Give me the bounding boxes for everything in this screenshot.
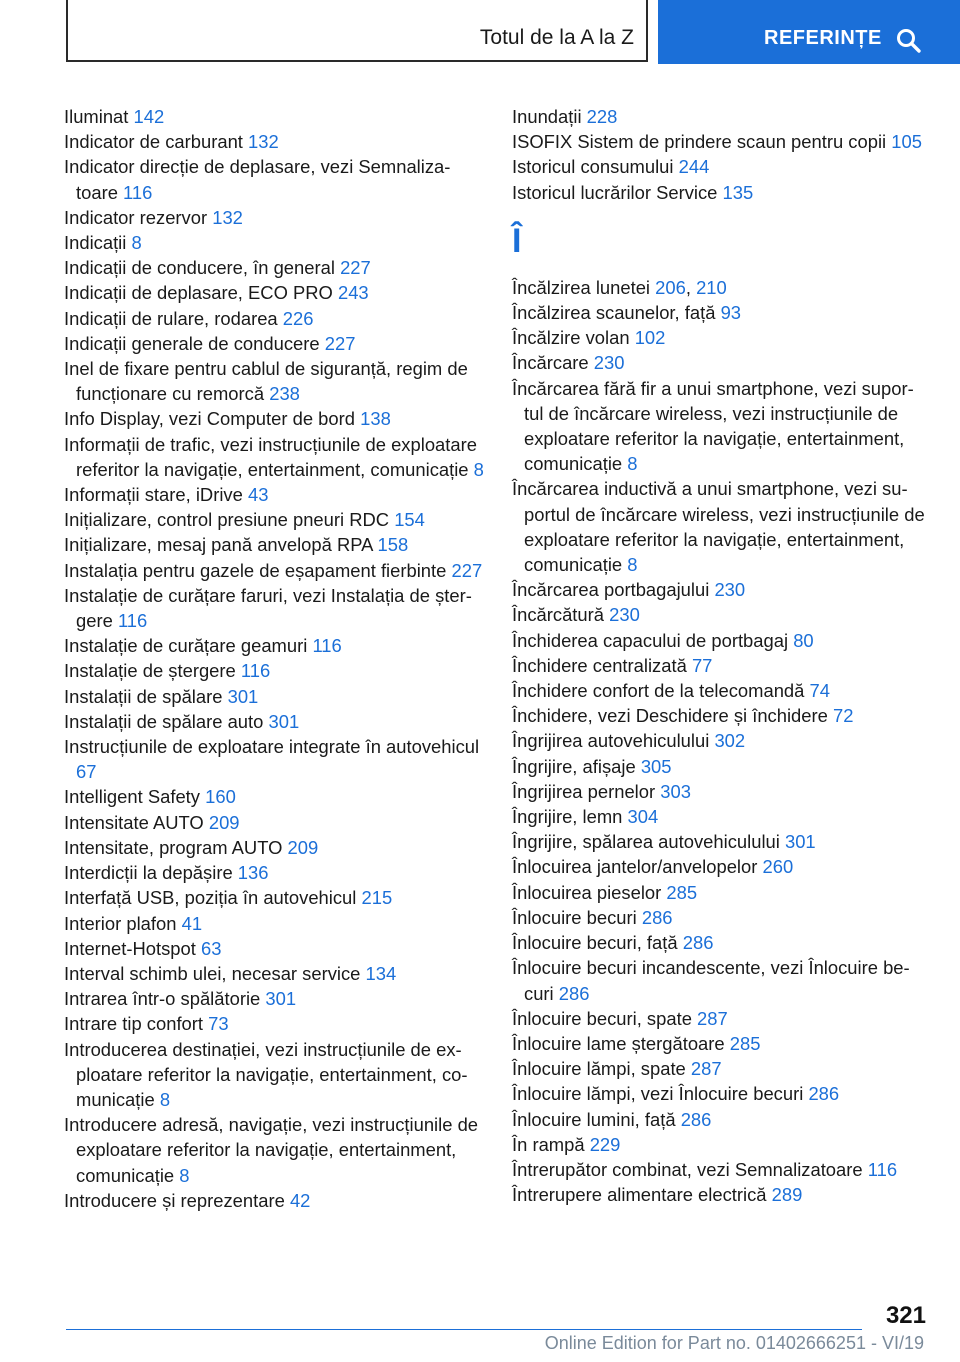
entry-term: Instalație de curățare faruri, vezi Instalația de ștergere: [64, 584, 472, 632]
index-entry: [64, 230, 484, 255]
page-link[interactable]: 74: [809, 680, 830, 702]
entry-term: Interval schimb ulei, necesar service: [64, 962, 361, 984]
page-link[interactable]: 41: [181, 912, 203, 934]
page-link[interactable]: 73: [208, 1013, 229, 1035]
header-title-box[interactable]: [66, 0, 648, 62]
index-entry: [512, 678, 926, 703]
entry-term: Introducere adresă, navigație, vezi instrucțiunile de exploatare referitor la navigație, entertainment, comunicație: [64, 1114, 479, 1186]
index-entry: [512, 1107, 926, 1132]
entry-term: Încălzirea scaunelor, față: [512, 302, 716, 324]
index-column-right: [512, 104, 926, 1207]
index-entry: [64, 633, 484, 658]
page-link[interactable]: 301: [784, 831, 816, 853]
index-entry: [64, 684, 484, 709]
entry-term: Intrare tip confort: [64, 1013, 204, 1035]
index-entry: [64, 331, 484, 356]
index-entry: [512, 577, 926, 602]
entry-term: Interdicții la depășire: [64, 862, 233, 884]
entry-term: Internet-Hotspot: [64, 937, 196, 959]
index-entry: [512, 180, 926, 205]
entry-term: Intensitate, program AUTO: [64, 836, 283, 858]
index-entry: [64, 356, 484, 406]
page-link[interactable]: 227: [451, 559, 483, 581]
page-link[interactable]: 244: [678, 156, 710, 178]
page-link[interactable]: 116: [867, 1158, 898, 1180]
index-entry: [512, 854, 926, 879]
index-entry: [64, 205, 484, 230]
index-entry: [512, 930, 926, 955]
entry-term: Încărcarea fără fir a unui smartphone, vezi suportul de încărcare wireless, vezi instrucțiunile de exploatare referitor la navigație, entertainment, comunicație: [512, 377, 914, 475]
entry-term: Indicații de rulare, rodarea: [64, 307, 278, 329]
index-entry: [512, 602, 926, 627]
index-entry: [64, 406, 484, 431]
index-entry: [64, 507, 484, 532]
index-entry: [512, 703, 926, 728]
index-entry: [64, 255, 484, 280]
index-entry: [512, 1132, 926, 1157]
index-entry: [512, 476, 926, 577]
entry-term: Încărcarea portbagajului: [512, 579, 710, 601]
index-entry: [64, 961, 484, 986]
page-link[interactable]: 77: [691, 654, 713, 676]
page-link[interactable]: 230: [714, 579, 746, 601]
entry-term: Înlocuire becuri, spate: [512, 1007, 692, 1029]
page-link[interactable]: 8: [159, 1088, 171, 1110]
index-entry: [512, 955, 926, 1005]
entry-term: Instalații de spălare: [64, 685, 223, 707]
page-link[interactable]: 160: [205, 786, 236, 808]
entry-term: Întrerupător combinat, vezi Semnalizatoare: [512, 1158, 863, 1180]
page-link[interactable]: 215: [361, 887, 393, 909]
page-link[interactable]: 286: [558, 982, 590, 1004]
entry-term: Indicator de carburant: [64, 131, 243, 153]
page-link[interactable]: 135: [722, 181, 754, 203]
entry-term: Înlocuire becuri, față: [512, 932, 678, 954]
entry-term: ISOFIX Sistem de prindere scaun pentru copii: [512, 131, 887, 153]
page-link[interactable]: 286: [680, 1108, 712, 1130]
entry-term: Instalația pentru gazele de eșapament fierbinte: [64, 559, 447, 581]
index-entry: [64, 1188, 484, 1213]
page-link[interactable]: 116: [240, 660, 271, 682]
entry-term: Înlocuire becuri incandescente, vezi Înlocuire becuri: [512, 957, 910, 1004]
index-entry: [512, 104, 926, 129]
entry-term: Istoricul consumului: [512, 156, 674, 178]
entry-term: Inițializare, mesaj pană anvelopă RPA: [64, 534, 373, 556]
entry-term: Instrucțiunile de exploatare integrate în autovehicul: [64, 736, 480, 758]
entry-term: Îngrijire, spălarea autovehiculului: [512, 831, 780, 853]
entry-term: Închidere confort de la telecomandă: [512, 680, 805, 702]
page-link[interactable]: 301: [265, 988, 297, 1010]
entry-term: Indicator direcție de deplasare, vezi Semnalizatoare: [64, 156, 451, 203]
index-entry: Încălzirea lunetei 206, 210: [512, 276, 727, 298]
index-entry: [64, 306, 484, 331]
entry-term: Indicații de deplasare, ECO PRO: [64, 282, 333, 304]
page-link[interactable]: 138: [360, 408, 391, 430]
entry-term: Înlocuire lame ștergătoare: [512, 1032, 725, 1054]
index-entry: [64, 885, 484, 910]
index-entry: [64, 532, 484, 557]
entry-term: Istoricul lucrărilor Service: [512, 181, 718, 203]
entry-term: Indicații generale de conducere: [64, 332, 320, 354]
page-link[interactable]: 8: [179, 1164, 190, 1186]
index-group-i-circumflex: [512, 275, 926, 1208]
entry-term: Intensitate AUTO: [64, 811, 204, 833]
page-link[interactable]: 8: [131, 232, 142, 254]
page-link[interactable]: 243: [337, 282, 369, 304]
index-entry: [64, 911, 484, 936]
page-link[interactable]: 105: [891, 131, 922, 153]
index-entry: [64, 280, 484, 305]
entry-term: Încărcarea inductivă a unui smartphone, vezi suportul de încărcare wireless, vezi instrucțiunile de exploatare referitor la navigație, entertainment, comunicație: [512, 478, 925, 576]
page-link[interactable]: 302: [714, 730, 746, 752]
index-entry: [64, 986, 484, 1011]
index-entry: [64, 129, 484, 154]
page-link[interactable]: 154: [394, 509, 425, 531]
page-link[interactable]: 116: [123, 181, 153, 203]
page-link[interactable]: 227: [340, 257, 371, 279]
entry-term: Înlocuire lămpi, spate: [512, 1058, 686, 1080]
page-link[interactable]: 42: [289, 1189, 311, 1211]
page-link[interactable]: 209: [208, 811, 240, 833]
index-entry: [512, 129, 926, 154]
entry-term: Încărcare: [512, 352, 589, 374]
page-link[interactable]: 67: [76, 761, 97, 783]
entry-term: Înlocuire lumini, față: [512, 1108, 676, 1130]
page-link[interactable]: 301: [227, 685, 259, 707]
page-link[interactable]: 230: [593, 352, 625, 374]
entry-term: Instalație de curățare geamuri: [64, 635, 308, 657]
page-link[interactable]: 260: [762, 856, 794, 878]
entry-term: Înlocuire becuri: [512, 906, 637, 928]
entry-term: Info Display, vezi Computer de bord: [64, 408, 355, 430]
section-letter: Î: [512, 221, 522, 260]
index-entry: [64, 709, 484, 734]
page-link[interactable]: 303: [660, 780, 691, 802]
index-entry: [64, 432, 484, 482]
index-entry: [512, 628, 926, 653]
entry-term: Informații de trafic, vezi instrucțiunile de exploatare referitor la navigație, entertainment, comunicație: [64, 433, 477, 480]
index-group-i: [512, 104, 926, 205]
index-entry: [64, 936, 484, 961]
index-entry: [512, 1182, 926, 1207]
page-link[interactable]: 132: [248, 131, 279, 153]
entry-term: Indicații de conducere, în general: [64, 257, 335, 279]
entry-term: Inel de fixare pentru cablul de siguranță, regim de funcționare cu remorcă: [64, 358, 468, 405]
index-entry: [512, 1081, 926, 1106]
page-link[interactable]: 134: [365, 962, 397, 984]
page-link[interactable]: 8: [627, 554, 638, 576]
page-link[interactable]: 238: [269, 383, 300, 405]
page-link[interactable]: 285: [729, 1032, 761, 1054]
entry-term: Interfață USB, poziția în autovehicul: [64, 887, 357, 909]
entry-term: Întrerupere alimentare electrică: [512, 1184, 767, 1206]
index-entry: [64, 583, 484, 633]
page-number: 321: [885, 1302, 926, 1329]
index-entry: [512, 754, 926, 779]
index-entry: [64, 1011, 484, 1036]
entry-term: Îngrijire, lemn: [512, 806, 623, 828]
entry-term: Inițializare, control presiune pneuri RDC: [64, 509, 390, 531]
page-link[interactable]: 209: [287, 836, 319, 858]
page-link[interactable]: 301: [268, 710, 300, 732]
page-link[interactable]: 305: [640, 755, 672, 777]
page-link[interactable]: 116: [312, 635, 342, 657]
entry-term: Instalație de ștergere: [64, 660, 236, 682]
header-reference-tab[interactable]: [658, 0, 960, 64]
index-entry: [64, 860, 484, 885]
index-entry: [512, 905, 926, 930]
index-entry: [512, 325, 926, 350]
page-link[interactable]: 304: [627, 806, 659, 828]
page-link[interactable]: 102: [634, 327, 666, 349]
index-entry: [512, 779, 926, 804]
index-entry: [512, 804, 926, 829]
entry-term: Închidere, vezi Deschidere și închidere: [512, 705, 828, 727]
footer-divider: [66, 1329, 862, 1330]
entry-term: Introducerea destinației, vezi instrucțiunile de exploatare referitor la navigație, entertainment, comunicație: [64, 1038, 468, 1110]
page-link[interactable]: 286: [808, 1083, 840, 1105]
page-link[interactable]: 116: [117, 610, 148, 632]
entry-term: Îngrijirea autovehiculului: [512, 730, 710, 752]
page-link[interactable]: 80: [793, 629, 814, 651]
index-entry: [512, 1006, 926, 1031]
page-link[interactable]: 206: [655, 276, 686, 298]
entry-term: În rampă: [512, 1133, 585, 1155]
entry-term: Inundații: [512, 106, 582, 127]
page-link[interactable]: 286: [641, 906, 673, 928]
index-entry: [512, 880, 926, 905]
index-entry: [512, 1031, 926, 1056]
page-link[interactable]: 8: [473, 458, 484, 480]
page-link[interactable]: 229: [589, 1133, 621, 1155]
page-link[interactable]: 285: [666, 881, 698, 903]
header-title: Totul de la A la Z: [479, 26, 634, 49]
page-link[interactable]: 226: [282, 307, 314, 329]
page-link[interactable]: 158: [377, 534, 409, 556]
entry-term: Indicații: [64, 232, 127, 254]
index-entry: [512, 350, 926, 375]
index-entry: [512, 829, 926, 854]
page-link[interactable]: 142: [133, 106, 165, 127]
index-entry: [64, 558, 484, 583]
index-entry: [64, 658, 484, 683]
index-entry: [64, 482, 484, 507]
index-entry: [512, 300, 926, 325]
page-link[interactable]: 8: [627, 453, 638, 475]
entry-term: Încălzirea lunetei: [512, 276, 651, 298]
page-link[interactable]: 132: [212, 206, 243, 228]
index-entry: [512, 1056, 926, 1081]
page-link[interactable]: 286: [682, 932, 714, 954]
entry-term: Îngrijirea pernelor: [512, 780, 656, 802]
index-entry: [64, 1112, 484, 1188]
entry-term: Înlocuirea pieselor: [512, 881, 662, 903]
page-link[interactable]: 63: [201, 937, 222, 959]
entry-term: Îngrijire, afișaje: [512, 755, 636, 777]
entry-term: Iluminat: [64, 106, 129, 127]
page-link[interactable]: 93: [720, 302, 742, 324]
search-icon[interactable]: [896, 28, 922, 54]
entry-term: Închiderea capacului de portbagaj: [512, 629, 789, 651]
entry-term: Înlocuire lămpi, vezi Înlocuire becuri: [512, 1083, 804, 1105]
index-entry: [64, 734, 484, 784]
reference-label: REFERINȚE: [764, 27, 882, 49]
page-link[interactable]: 289: [771, 1184, 803, 1206]
index-entry: [64, 810, 484, 835]
entry-term: Instalații de spălare auto: [64, 710, 264, 732]
page-link[interactable]: 230: [609, 604, 640, 626]
index-entry: [64, 154, 484, 204]
page-link[interactable]: 287: [690, 1058, 722, 1080]
page-link[interactable]: 136: [237, 862, 269, 884]
page-link[interactable]: 72: [833, 705, 854, 727]
index-entry: [64, 104, 484, 129]
entry-term: Închidere centralizată: [512, 654, 687, 676]
entry-term: Încălzire volan: [512, 327, 630, 349]
entry-term: Introducere și reprezentare: [64, 1189, 285, 1211]
entry-term: Înlocuirea jantelor/anvelopelor: [512, 856, 758, 878]
entry-term: Interior plafon: [64, 912, 177, 934]
entry-term: Intrarea într-o spălătorie: [64, 988, 261, 1010]
page-link[interactable]: 228: [586, 106, 618, 127]
entry-term: Indicator rezervor: [64, 206, 208, 228]
index-entry: [512, 376, 926, 477]
page-link[interactable]: 43: [247, 484, 269, 506]
index-entry: [512, 154, 926, 179]
entry-term: Încărcătură: [512, 604, 604, 626]
index-entry: [64, 1037, 484, 1113]
footer-edition: Online Edition for Part no. 01402666251 - VI/19: [544, 1333, 924, 1353]
entry-term: Informații stare, iDrive: [64, 484, 243, 506]
page-link[interactable]: 287: [697, 1007, 728, 1029]
entry-term: Intelligent Safety: [64, 786, 200, 808]
page-link[interactable]: 210: [696, 276, 727, 298]
index-entry: [512, 653, 926, 678]
index-column-left: [64, 104, 484, 1213]
index-entry: [512, 728, 926, 753]
index-entry: [512, 1157, 926, 1182]
page-header: [0, 0, 960, 66]
page-link[interactable]: 227: [324, 332, 356, 354]
index-entry: [64, 835, 484, 860]
index-entry: [64, 784, 484, 809]
